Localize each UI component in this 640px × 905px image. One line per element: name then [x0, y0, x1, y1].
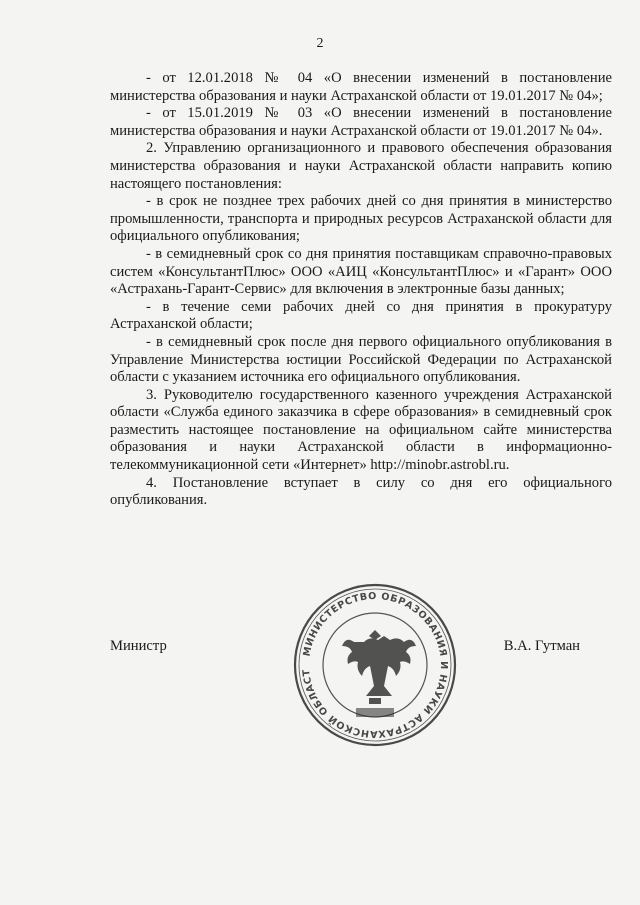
- eagle-emblem-icon: [342, 630, 416, 704]
- paragraph-item-2-prosecutor: - в течение семи рабочих дней со дня принятия в прокуратуру Астраханской области;: [110, 298, 612, 333]
- paragraph-item-3: 3. Руководителю государственного казенного учреждения Астраханской области «Служба единого заказчика в сфере образования» в семидневный срок разместить настоящее постановление на официальном сайте министерства образования и науки Астраханской области в информационно-телекоммуникационной сети «Интернет» http://minobr.astrobl.ru.: [110, 386, 612, 474]
- paragraph-amendment-2019: - от 15.01.2019 № 03 «О внесении изменений в постановление министерства образования и науки Астраханской области от 19.01.2017 № 04».: [110, 105, 612, 139]
- document-body: [110, 70, 612, 510]
- paragraph-item-2-ministry: - в срок не позднее трех рабочих дней со дня принятия в министерство промышленности, транспорта и природных ресурсов Астраханской области для официального опубликования;: [110, 193, 612, 245]
- svg-text:МИНИСТЕРСТВО ОБРАЗОВАНИЯ И НАУ: МИНИСТЕРСТВО ОБРАЗОВАНИЯ И НАУКИ АСТРАХАНСКОЙ ОБЛАСТ: [301, 590, 450, 740]
- paragraph-item-2-justice: - в семидневный срок после дня первого официального опубликования в Управление Министерства юстиции Российской Федерации по Астраханской области с указанием источника его официального опубликования.: [110, 333, 612, 386]
- signatory-position: Министр: [110, 638, 167, 654]
- official-seal: [290, 580, 460, 750]
- signatory-name: В.А. Гутман: [503, 638, 580, 654]
- seal-graphic: [290, 580, 460, 750]
- page-number: 2: [316, 36, 324, 51]
- paragraph-item-4: 4. Постановление вступает в силу со дня его официального опубликования.: [110, 474, 612, 509]
- paragraph-item-2-legal-systems: - в семидневный срок со дня принятия поставщикам справочно-правовых систем «КонсультантПлюс» ООО «АИЦ «КонсультантПлюс» и «Гарант» ООО «Астрахань-Гарант-Сервис» для включения в электронные базы данных;: [110, 245, 612, 298]
- paragraph-item-2: 2. Управлению организационного и правового обеспечения образования министерства образования и науки Астраханской области направить копию настоящего постановления:: [110, 140, 612, 192]
- paragraph-amendment-2018: - от 12.01.2018 № 04 «О внесении изменений в постановление министерства образования и науки Астраханской области от 19.01.2017 № 04»;: [110, 70, 612, 104]
